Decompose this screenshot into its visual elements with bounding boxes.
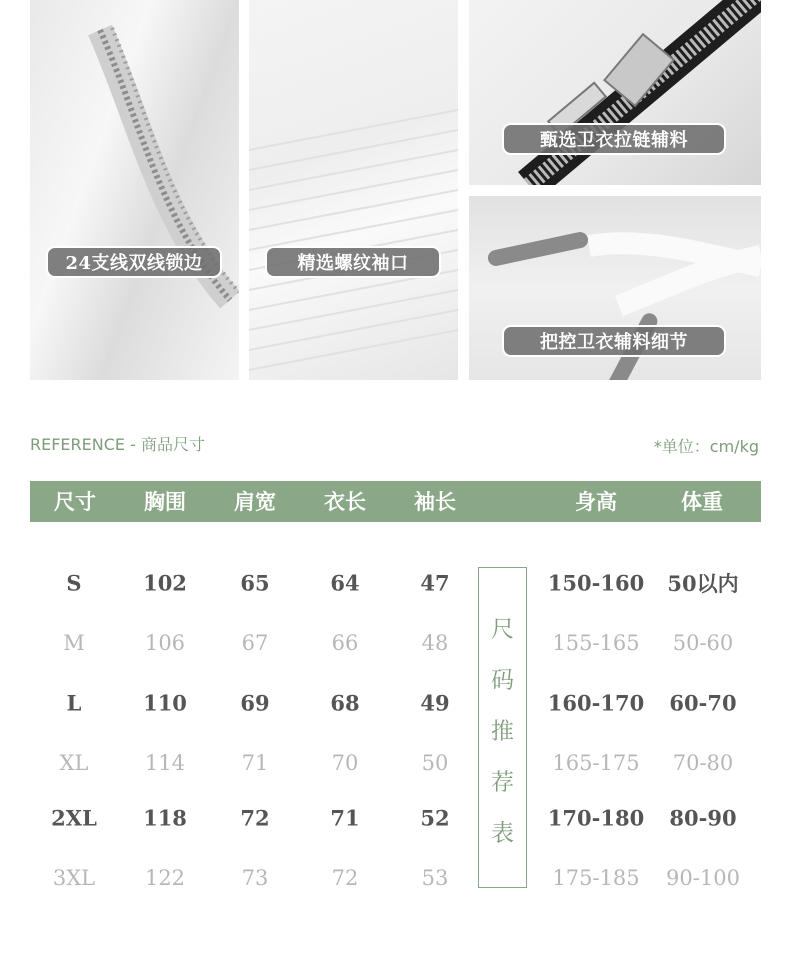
unit-note: *单位：cm/kg [653, 437, 759, 456]
cell-length: 64 [330, 570, 360, 596]
cell-height: 150-160 [547, 570, 645, 596]
cell-shoulder: 71 [241, 751, 269, 775]
cell-length: 72 [331, 866, 359, 890]
photo-caption: 24支线双线锁边 [46, 246, 222, 278]
cell-height: 160-170 [547, 690, 645, 716]
cell-chest: 122 [144, 866, 186, 890]
photo-overlock-seam [30, 0, 239, 380]
cell-weight: 50以内 [667, 571, 739, 596]
header-chest: 胸围 [144, 489, 186, 514]
photo-drawstring [469, 196, 761, 380]
cell-height: 175-185 [552, 866, 640, 890]
photo-caption: 甄选卫衣拉链辅料 [502, 123, 726, 155]
cell-sleeve: 47 [420, 570, 450, 596]
header-shoulder: 肩宽 [234, 489, 276, 514]
header-weight: 体重 [681, 489, 723, 514]
size-recommendation-label [478, 567, 527, 888]
zipper-icon [469, 0, 761, 185]
cell-weight: 70-80 [672, 751, 734, 775]
cell-size: XL [59, 751, 89, 775]
cell-length: 66 [331, 631, 359, 655]
photo-rib-cuff [249, 0, 458, 380]
header-sleeve: 袖长 [414, 489, 456, 514]
cell-sleeve: 52 [420, 805, 450, 831]
cell-size: 3XL [52, 866, 96, 890]
cell-size: L [66, 690, 82, 716]
cell-chest: 118 [143, 805, 187, 831]
cell-length: 70 [331, 751, 359, 775]
cell-chest: 114 [144, 751, 186, 775]
cell-height: 155-165 [552, 631, 640, 655]
cell-weight: 90-100 [666, 866, 740, 890]
cell-size: S [66, 570, 82, 596]
header-height: 身高 [575, 489, 617, 514]
cell-shoulder: 67 [241, 631, 269, 655]
cell-height: 170-180 [547, 805, 645, 831]
cell-shoulder: 72 [240, 805, 270, 831]
cell-sleeve: 48 [421, 631, 449, 655]
cell-length: 71 [330, 805, 360, 831]
photo-zipper [469, 0, 761, 185]
header-length: 衣长 [324, 489, 366, 514]
cell-chest: 110 [143, 690, 187, 716]
recommend-char: 表 [491, 820, 514, 847]
recommend-char: 荐 [491, 769, 514, 796]
cell-size: M [63, 631, 85, 655]
cell-sleeve: 50 [421, 751, 449, 775]
size-table-header [30, 481, 761, 522]
cell-sleeve: 49 [420, 690, 450, 716]
cell-shoulder: 73 [241, 866, 269, 890]
header-size: 尺寸 [54, 489, 96, 514]
recommend-char: 推 [491, 718, 514, 745]
cell-height: 165-175 [552, 751, 640, 775]
cell-weight: 60-70 [669, 690, 737, 716]
photo-caption: 精选螺纹袖口 [265, 246, 441, 278]
recommend-char: 尺 [491, 616, 514, 643]
cell-size: 2XL [51, 805, 97, 831]
cell-shoulder: 69 [240, 690, 270, 716]
photo-caption: 把控卫衣辅料细节 [502, 325, 726, 357]
reference-title: REFERENCE - 商品尺寸 [30, 435, 205, 454]
recommend-char: 码 [491, 667, 514, 694]
rib-cuff-icon [249, 0, 458, 380]
cell-chest: 106 [144, 631, 186, 655]
fabric-overlock-seam-icon [30, 0, 239, 380]
cell-shoulder: 65 [240, 570, 270, 596]
cell-weight: 80-90 [669, 805, 737, 831]
cell-sleeve: 53 [421, 866, 449, 890]
cell-length: 68 [330, 690, 360, 716]
cell-chest: 102 [143, 570, 187, 596]
cell-weight: 50-60 [672, 631, 734, 655]
